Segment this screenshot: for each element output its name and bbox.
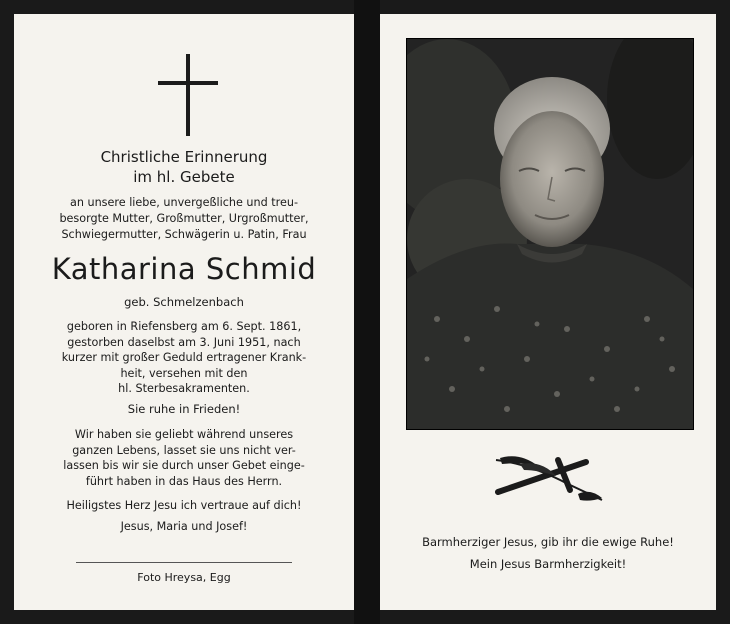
mercy-invocation: Mein Jesus Barmherzigkeit! bbox=[469, 557, 627, 571]
holy-family-prayer: Jesus, Maria und Josef! bbox=[120, 520, 248, 533]
memory-text bbox=[14, 427, 354, 489]
bio-line: geboren in Riefensberg am 6. Sept. 1861, bbox=[66, 320, 302, 333]
intro-line: Schwiegermutter, Schwägerin u. Patin, Frau bbox=[61, 228, 307, 241]
bio-line: gestorben daselbst am 3. Juni 1951, nach bbox=[67, 335, 301, 349]
rest-in-peace: Sie ruhe in Frieden! bbox=[127, 402, 241, 416]
memory-line: führt haben in das Haus des Herrn. bbox=[85, 474, 283, 488]
memory-line: Wir haben sie geliebt während unseres bbox=[74, 428, 294, 441]
photographer-credit: Foto Hreysa, Egg bbox=[137, 571, 231, 584]
biography bbox=[14, 319, 354, 397]
maiden-name: geb. Schmelzenbach bbox=[124, 295, 244, 309]
cross-icon bbox=[186, 54, 190, 136]
cross-icon-bar bbox=[158, 81, 218, 85]
memory-line: ganzen Lebens, lasset sie uns nicht ver- bbox=[72, 443, 296, 457]
intro-line: an unsere liebe, unvergeßliche und treu- bbox=[70, 196, 298, 209]
left-card bbox=[14, 14, 354, 610]
intro-text bbox=[14, 195, 354, 243]
memory-line: lassen bis wir sie durch unser Gebet einge- bbox=[63, 459, 305, 472]
bio-line: hl. Sterbesakramenten. bbox=[118, 382, 250, 395]
cross-palm-emblem-icon bbox=[490, 450, 610, 510]
mercy-prayer: Barmherziger Jesus, gib ihr die ewige Ruhe! bbox=[422, 535, 674, 549]
portrait-photo bbox=[406, 38, 694, 430]
card-divider bbox=[354, 0, 380, 624]
sacred-heart-prayer: Heiligstes Herz Jesu ich vertraue auf dich! bbox=[66, 499, 302, 512]
intro-line: besorgte Mutter, Großmutter, Urgroßmutter, bbox=[59, 212, 309, 225]
footer-rule bbox=[76, 562, 292, 563]
card-title: Christliche Erinnerung bbox=[100, 148, 268, 166]
bio-line: kurzer mit großer Geduld ertragener Krank- bbox=[61, 351, 307, 364]
bio-line: heit, versehen mit den bbox=[120, 366, 248, 380]
deceased-name: Katharina Schmid bbox=[51, 252, 317, 286]
card-subtitle: im hl. Gebete bbox=[133, 168, 235, 186]
